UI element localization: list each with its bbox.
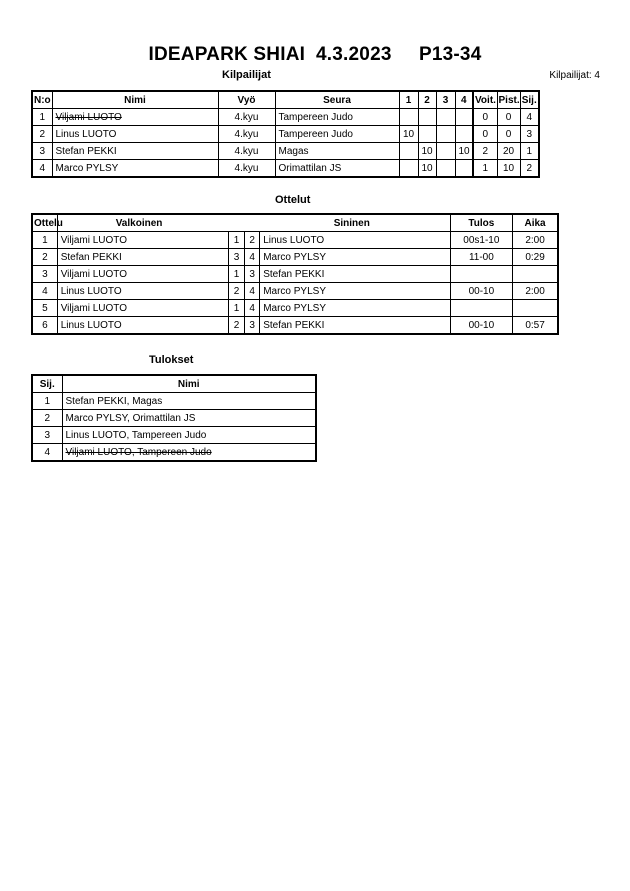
matches-table — [31, 213, 559, 335]
cell-r1 — [399, 160, 418, 178]
col-header-rank: Sij. — [520, 91, 539, 109]
cell-wins: 0 — [473, 126, 497, 143]
col-header-blue: Sininen — [260, 214, 450, 232]
cell-wins: 1 — [473, 160, 497, 178]
cell-result: 00s1-10 — [450, 232, 512, 249]
cell-blue-no: 4 — [245, 249, 260, 266]
cell-r1 — [399, 143, 418, 160]
cell-time: 2:00 — [513, 232, 558, 249]
cell-rank: 1 — [32, 393, 62, 410]
col-header-r2: 2 — [418, 91, 436, 109]
competitors-table — [31, 90, 540, 178]
cell-blue: Linus LUOTO — [260, 232, 450, 249]
cell-r4 — [455, 109, 473, 126]
cell-white: Viljami LUOTO — [57, 300, 228, 317]
competitor-count: Kilpailijat: 4 — [549, 70, 600, 81]
col-header-name: Nimi — [52, 91, 218, 109]
cell-white-no: 2 — [228, 317, 244, 335]
cell-match-no: 1 — [32, 232, 57, 249]
table-row — [32, 109, 539, 126]
header-spacer — [228, 214, 244, 232]
cell-name: Marco PYLSY, Orimattilan JS — [62, 410, 316, 427]
cell-white-no: 1 — [228, 300, 244, 317]
cell-rank: 2 — [520, 160, 539, 178]
cell-r3 — [436, 126, 455, 143]
cell-points: 0 — [497, 109, 520, 126]
cell-r2 — [418, 126, 436, 143]
table-row — [32, 232, 558, 249]
cell-wins: 0 — [473, 109, 497, 126]
cell-time — [513, 266, 558, 283]
cell-blue-no: 2 — [245, 232, 260, 249]
col-header-rank: Sij. — [32, 375, 62, 393]
cell-club: Magas — [275, 143, 399, 160]
cell-white-no: 2 — [228, 283, 244, 300]
cell-rank: 2 — [32, 410, 62, 427]
cell-blue: Marco PYLSY — [260, 300, 450, 317]
col-header-club: Seura — [275, 91, 399, 109]
cell-result: 00-10 — [450, 317, 512, 335]
cell-white-no: 1 — [228, 266, 244, 283]
cell-white: Linus LUOTO — [57, 317, 228, 335]
cell-no: 4 — [32, 160, 52, 178]
table-row — [32, 444, 316, 462]
cell-r3 — [436, 109, 455, 126]
results-heading: Tulokset — [149, 354, 194, 366]
cell-rank: 3 — [520, 126, 539, 143]
cell-wins: 2 — [473, 143, 497, 160]
cell-match-no: 6 — [32, 317, 57, 335]
cell-no: 2 — [32, 126, 52, 143]
col-header-wins: Voit. — [473, 91, 497, 109]
cell-white: Linus LUOTO — [57, 283, 228, 300]
cell-name: Stefan PEKKI — [52, 143, 218, 160]
cell-r2: 10 — [418, 143, 436, 160]
cell-white-no: 3 — [228, 249, 244, 266]
table-row — [32, 160, 539, 178]
cell-match-no: 3 — [32, 266, 57, 283]
cell-white: Viljami LUOTO — [57, 266, 228, 283]
col-header-match: Ottelu — [32, 214, 57, 232]
cell-result — [450, 300, 512, 317]
cell-result — [450, 266, 512, 283]
matches-heading: Ottelut — [275, 194, 311, 206]
table-row — [32, 283, 558, 300]
table-row — [32, 266, 558, 283]
cell-rank: 1 — [520, 143, 539, 160]
cell-belt: 4.kyu — [218, 143, 275, 160]
cell-points: 20 — [497, 143, 520, 160]
cell-white-no: 1 — [228, 232, 244, 249]
cell-r4 — [455, 126, 473, 143]
cell-blue: Marco PYLSY — [260, 249, 450, 266]
cell-r2: 10 — [418, 160, 436, 178]
cell-name: Viljami LUOTO, Tampereen Judo — [62, 444, 316, 462]
cell-rank: 4 — [520, 109, 539, 126]
table-row — [32, 249, 558, 266]
cell-belt: 4.kyu — [218, 160, 275, 178]
cell-time: 0:29 — [513, 249, 558, 266]
col-header-white: Valkoinen — [57, 214, 228, 232]
cell-no: 1 — [32, 109, 52, 126]
cell-blue-no: 4 — [245, 283, 260, 300]
cell-r2 — [418, 109, 436, 126]
cell-white: Stefan PEKKI — [57, 249, 228, 266]
cell-name: Linus LUOTO, Tampereen Judo — [62, 427, 316, 444]
cell-blue-no: 3 — [245, 266, 260, 283]
cell-blue: Marco PYLSY — [260, 283, 450, 300]
col-header-r3: 3 — [436, 91, 455, 109]
cell-r3 — [436, 143, 455, 160]
table-row — [32, 143, 539, 160]
col-header-no: N:o — [32, 91, 52, 109]
cell-belt: 4.kyu — [218, 126, 275, 143]
cell-club: Orimattilan JS — [275, 160, 399, 178]
cell-club: Tampereen Judo — [275, 109, 399, 126]
matches-header-row — [32, 214, 558, 232]
table-row — [32, 410, 316, 427]
cell-name: Stefan PEKKI, Magas — [62, 393, 316, 410]
cell-blue-no: 3 — [245, 317, 260, 335]
cell-match-no: 5 — [32, 300, 57, 317]
cell-time: 2:00 — [513, 283, 558, 300]
cell-match-no: 4 — [32, 283, 57, 300]
header-spacer — [245, 214, 260, 232]
competitors-header-row — [32, 91, 539, 109]
page-title: IDEAPARK SHIAI 4.3.2023 P13-34 — [148, 44, 482, 65]
col-header-name: Nimi — [62, 375, 316, 393]
table-row — [32, 126, 539, 143]
cell-belt: 4.kyu — [218, 109, 275, 126]
col-header-time: Aika — [513, 214, 558, 232]
results-table — [31, 374, 317, 462]
cell-rank: 3 — [32, 427, 62, 444]
table-row — [32, 427, 316, 444]
cell-time: 0:57 — [513, 317, 558, 335]
cell-name: Marco PYLSY — [52, 160, 218, 178]
cell-rank: 4 — [32, 444, 62, 462]
col-header-points: Pist. — [497, 91, 520, 109]
cell-r1 — [399, 109, 418, 126]
table-row — [32, 300, 558, 317]
cell-blue: Stefan PEKKI — [260, 317, 450, 335]
cell-blue: Stefan PEKKI — [260, 266, 450, 283]
cell-r4 — [455, 160, 473, 178]
cell-match-no: 2 — [32, 249, 57, 266]
cell-result: 00-10 — [450, 283, 512, 300]
competitors-heading: Kilpailijat — [222, 69, 271, 81]
cell-white: Viljami LUOTO — [57, 232, 228, 249]
cell-no: 3 — [32, 143, 52, 160]
cell-r1: 10 — [399, 126, 418, 143]
col-header-result: Tulos — [450, 214, 512, 232]
table-row — [32, 317, 558, 335]
cell-name: Viljami LUOTO — [52, 109, 218, 126]
cell-r3 — [436, 160, 455, 178]
table-row — [32, 393, 316, 410]
col-header-belt: Vyö — [218, 91, 275, 109]
col-header-r4: 4 — [455, 91, 473, 109]
cell-club: Tampereen Judo — [275, 126, 399, 143]
cell-result: 11-00 — [450, 249, 512, 266]
results-header-row — [32, 375, 316, 393]
cell-blue-no: 4 — [245, 300, 260, 317]
cell-time — [513, 300, 558, 317]
cell-points: 10 — [497, 160, 520, 178]
cell-name: Linus LUOTO — [52, 126, 218, 143]
cell-r4: 10 — [455, 143, 473, 160]
cell-points: 0 — [497, 126, 520, 143]
col-header-r1: 1 — [399, 91, 418, 109]
